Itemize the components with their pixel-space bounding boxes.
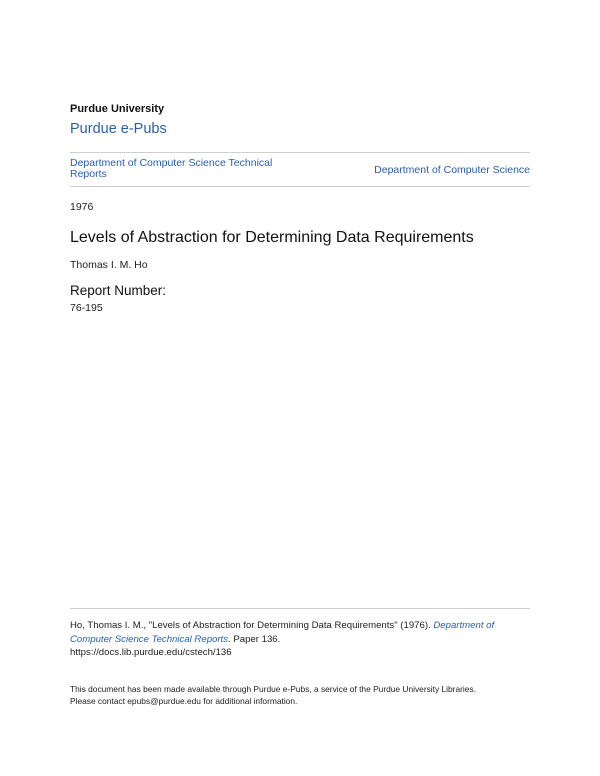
report-number-value: 76-195 (70, 302, 103, 314)
citation-suffix: . Paper 136. (228, 633, 281, 645)
document-title: Levels of Abstraction for Determining Data Requirements (70, 229, 474, 246)
institution-name: Purdue University (70, 103, 165, 115)
citation-prefix: Ho, Thomas I. M., "Levels of Abstraction for Determining Data Requirements" (1976). (70, 620, 434, 631)
citation-series-link[interactable]: Department of Computer Science Technical Reports (70, 620, 495, 645)
series-link[interactable]: Department of Computer Science Technical Reports (70, 157, 273, 180)
report-number-label: Report Number: (70, 283, 167, 298)
divider-bottom (70, 608, 530, 609)
notice-line-1: This document has been made available through Purdue e-Pubs, a service of the Purdue University Libraries. (70, 684, 476, 694)
citation-url[interactable]: https://docs.lib.purdue.edu/cstech/136 (70, 647, 232, 658)
divider-middle (70, 186, 530, 187)
citation-block (70, 619, 530, 660)
department-link[interactable]: Department of Computer Science (374, 164, 530, 176)
author-name: Thomas I. M. Ho (70, 259, 148, 271)
repository-link[interactable]: Purdue e-Pubs (70, 121, 167, 137)
availability-notice (70, 684, 530, 707)
notice-line-2: Please contact epubs@purdue.edu for additional information. (70, 695, 298, 706)
divider-top (70, 152, 530, 153)
publication-year: 1976 (70, 201, 94, 213)
